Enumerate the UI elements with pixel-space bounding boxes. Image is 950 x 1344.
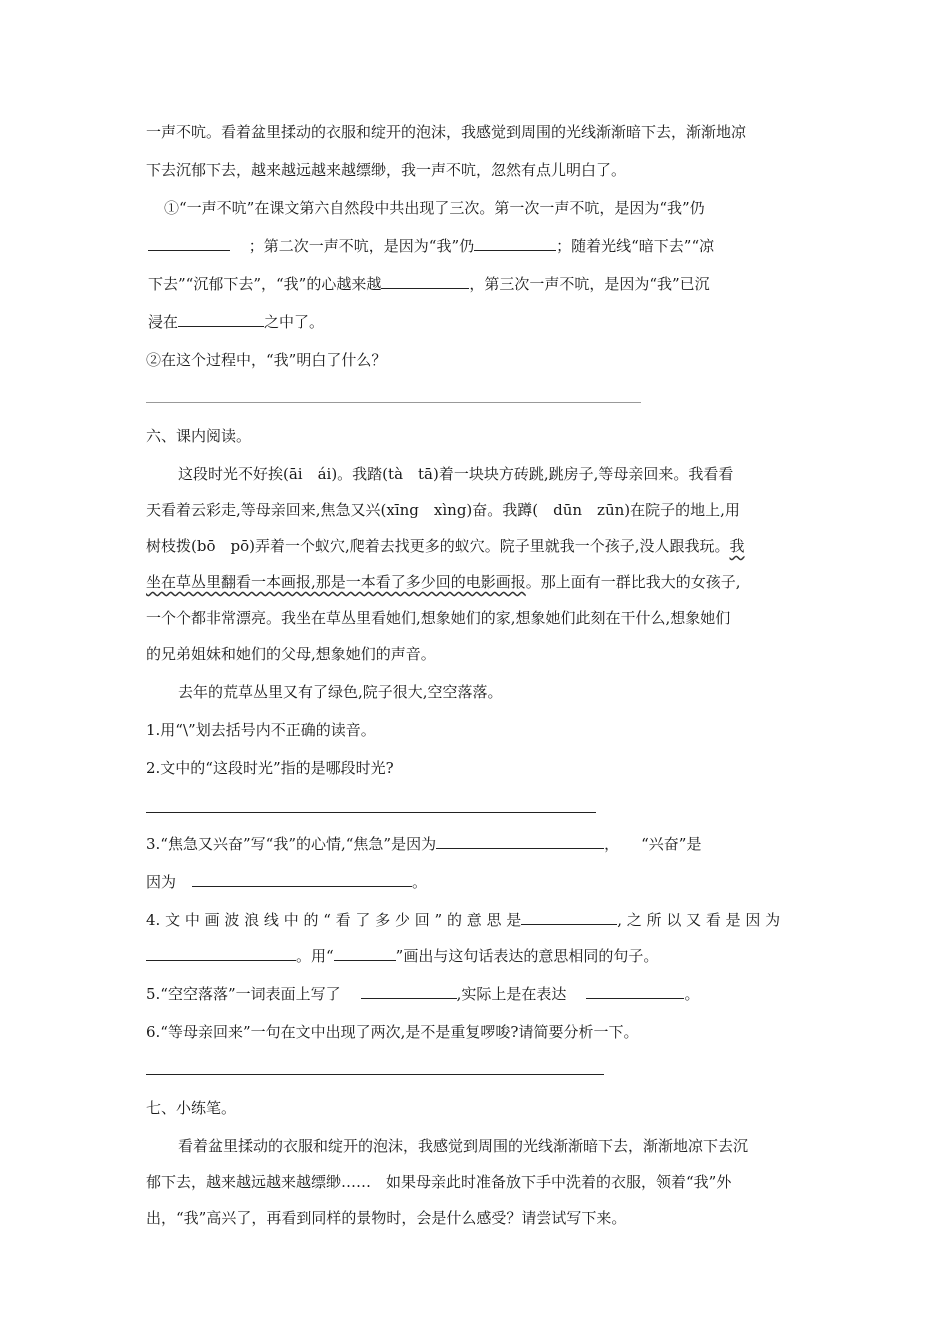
answer-blank[interactable] — [178, 312, 264, 327]
answer-blank[interactable] — [148, 236, 230, 251]
question-1-text: ；第二次一声不吭，是因为“我”仍 ；随着光线“暗下去”“凉 — [148, 236, 714, 256]
reading-paragraph-line: 天看着云彩走,等母亲回来,焦急又兴(xīng xìng)奋。我蹲( dūn zūn)在院子的地上,用 — [146, 501, 740, 519]
question-text: 2.文中的“这段时光”指的是哪段时光? — [146, 759, 394, 777]
question-text: 4. 文 中 画 波 浪 线 中 的 “ 看 了 多 少 回 ” 的 意 思 是 , 之 所 以 又 看 是 因 为 — [146, 911, 781, 929]
answer-blank[interactable] — [146, 946, 296, 961]
answer-blank[interactable] — [586, 984, 684, 999]
question-text: 5.“空空落落”一词表面上写了 ,实际上是在表达 。 — [146, 985, 700, 1003]
exercise-paragraph-line: 郁下去，越来越远越来越缥缈…… 如果母亲此时准备放下手中洗着的衣服，领着“我”外 — [146, 1173, 732, 1191]
answer-blank[interactable] — [334, 946, 396, 961]
reading-paragraph-line: 树枝拨(bō pō)弄着一个蚁穴,爬着去找更多的蚁穴。院子里就我一个孩子,没人跟我玩。我 — [146, 537, 745, 555]
wavy-underline-sentence: 坐在草丛里翻看一本画报,那是一本看了多少回的电影画报 — [146, 573, 526, 591]
answer-blank[interactable] — [521, 910, 617, 925]
passage-line: 一声不吭。看着盆里揉动的衣服和绽开的泡沫，我感觉到周围的光线渐渐暗下去，渐渐地凉 — [146, 123, 747, 141]
exercise-paragraph-line: 看着盆里揉动的衣服和绽开的泡沫，我感觉到周围的光线渐渐暗下去，渐渐地凉下去沉 — [178, 1137, 749, 1155]
reading-paragraph-line: 去年的荒草丛里又有了绿色,院子很大,空空落落。 — [178, 683, 503, 701]
exercise-paragraph-line: 出，“我”高兴了，再看到同样的景物时，会是什么感受？请尝试写下来。 — [146, 1209, 627, 1227]
question-text: 1.用“\”划去括号内不正确的读音。 — [146, 721, 376, 739]
question-text: 6.“等母亲回来”一句在文中出现了两次,是不是重复啰唆?请简要分析一下。 — [146, 1023, 639, 1041]
section-heading: 六、课内阅读。 — [146, 427, 252, 445]
question-text: 。用“ ”画出与这句话表达的意思相同的句子。 — [146, 946, 658, 966]
answer-blank[interactable] — [192, 872, 412, 887]
answer-blank[interactable] — [474, 236, 556, 251]
passage-line: 下去沉郁下去，越来越远越来越缥缈，我一声不吭，忽然有点儿明白了。 — [146, 161, 627, 179]
question-text: 因为 。 — [146, 873, 428, 891]
answer-line[interactable] — [146, 402, 641, 403]
reading-paragraph-line: 的兄弟姐妹和她们的父母,想象她们的声音。 — [146, 645, 436, 663]
question-2-text: ②在这个过程中，“我”明白了什么？ — [146, 351, 387, 369]
reading-paragraph-line: 这段时光不好挨(āi ái)。我踏(tà tā)着一块块方砖跳,跳房子,等母亲回来。我看看 — [178, 465, 734, 483]
answer-line[interactable] — [146, 812, 596, 813]
question-1-text: 浸在 之中了。 — [148, 313, 325, 331]
question-1-text: ①“一声不吭”在课文第六自然段中共出现了三次。第一次一声不吭，是因为“我”仍 — [164, 199, 705, 217]
answer-blank[interactable] — [436, 834, 604, 849]
question-text: 3.“焦急又兴奋”写“我”的心情,“焦急”是因为 ， “兴奋”是 — [146, 835, 702, 853]
reading-paragraph-line: 坐在草丛里翻看一本画报,那是一本看了多少回的电影画报。那上面有一群比我大的女孩子, — [146, 573, 741, 591]
answer-blank[interactable] — [381, 274, 469, 289]
wavy-underline-start: 我 — [729, 537, 745, 555]
answer-blank[interactable] — [361, 984, 457, 999]
question-1-text: 下去”“沉郁下去”，“我”的心越来越 ，第三次一声不吭，是因为“我”已沉 — [148, 275, 710, 293]
reading-paragraph-line: 一个个都非常漂亮。我坐在草丛里看她们,想象她们的家,想象她们此刻在干什么,想象她们 — [146, 609, 731, 627]
answer-line[interactable] — [146, 1074, 604, 1075]
section-heading: 七、小练笔。 — [146, 1099, 237, 1117]
